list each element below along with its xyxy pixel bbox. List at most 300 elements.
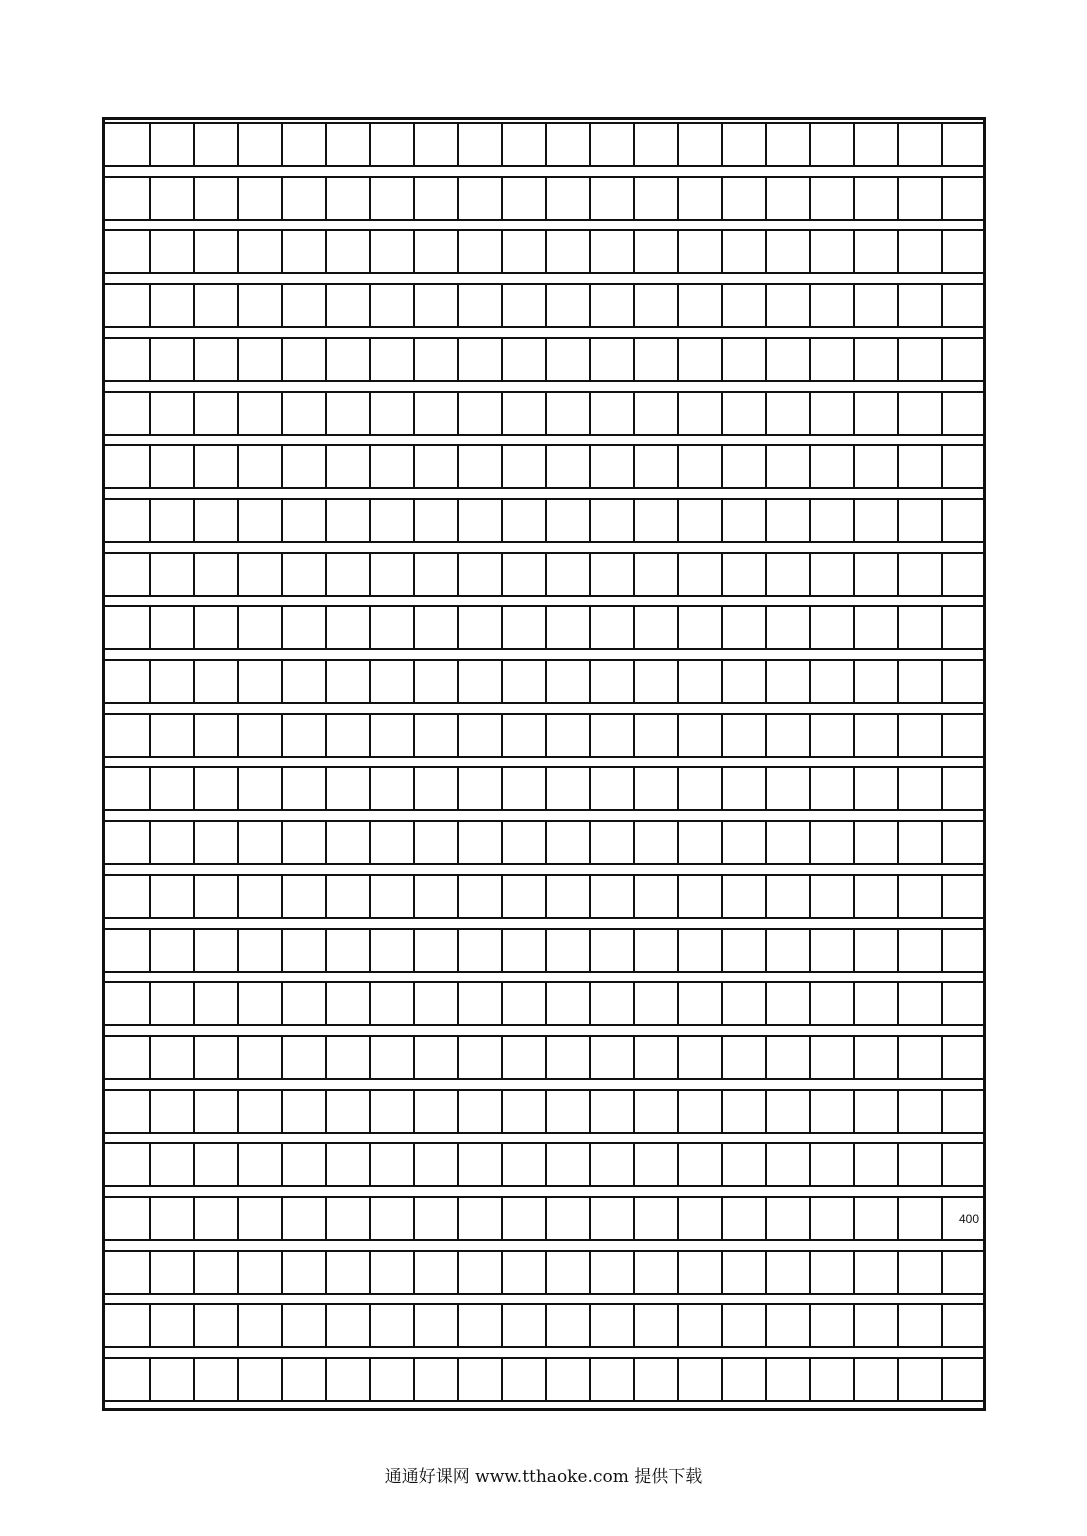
grid-cell	[413, 1037, 457, 1078]
grid-cell	[765, 661, 809, 702]
grid-cell	[281, 393, 325, 434]
grid-cell	[501, 607, 545, 648]
grid-cell	[501, 554, 545, 595]
grid-cell	[369, 446, 413, 487]
grid-cell	[237, 715, 281, 756]
grid-cell	[765, 178, 809, 219]
grid-cell	[941, 822, 983, 863]
grid-cell	[721, 822, 765, 863]
grid-cell	[281, 1198, 325, 1239]
grid-cell	[105, 715, 149, 756]
grid-cell	[809, 500, 853, 541]
grid-cell	[369, 393, 413, 434]
grid-cell	[501, 1144, 545, 1185]
grid-cell	[941, 983, 983, 1024]
grid-cell	[809, 1144, 853, 1185]
grid-cell	[809, 1037, 853, 1078]
grid-cell	[281, 285, 325, 326]
grid-cell	[809, 1198, 853, 1239]
grid-cell	[633, 1198, 677, 1239]
grid-cell	[105, 661, 149, 702]
grid-cell	[237, 983, 281, 1024]
grid-cell	[941, 500, 983, 541]
grid-cell	[281, 715, 325, 756]
grid-cell	[193, 1359, 237, 1400]
grid-cell	[413, 1091, 457, 1132]
grid-row	[105, 391, 983, 436]
grid-cell	[457, 1252, 501, 1293]
grid-cell	[457, 1359, 501, 1400]
grid-cell	[853, 1144, 897, 1185]
grid-cell	[721, 393, 765, 434]
grid-cell	[149, 124, 193, 165]
grid-cell	[809, 1305, 853, 1346]
grid-cell	[413, 393, 457, 434]
grid-cell	[765, 339, 809, 380]
grid-cell	[457, 661, 501, 702]
grid-cell	[809, 124, 853, 165]
grid-cell	[677, 715, 721, 756]
grid-cell	[105, 1091, 149, 1132]
grid-cell	[633, 1144, 677, 1185]
grid-cell	[589, 554, 633, 595]
grid-cell	[589, 500, 633, 541]
grid-cell	[281, 124, 325, 165]
grid-cell	[457, 124, 501, 165]
grid-cell	[369, 1198, 413, 1239]
grid-cell	[501, 446, 545, 487]
grid-cell	[369, 1305, 413, 1346]
grid-row	[105, 444, 983, 489]
grid-cell	[677, 178, 721, 219]
grid-cell	[545, 500, 589, 541]
grid-row	[105, 1035, 983, 1080]
grid-cell	[325, 768, 369, 809]
grid-cell	[897, 768, 941, 809]
grid-cell	[413, 1305, 457, 1346]
grid-cell	[897, 1037, 941, 1078]
grid-cell	[281, 1359, 325, 1400]
grid-cell	[545, 876, 589, 917]
grid-cell	[589, 393, 633, 434]
grid-row	[105, 981, 983, 1026]
grid-cell	[853, 930, 897, 971]
grid-cell	[633, 1359, 677, 1400]
grid-cell	[105, 500, 149, 541]
grid-cell	[853, 446, 897, 487]
grid-cell	[325, 661, 369, 702]
grid-cell	[237, 1091, 281, 1132]
grid-cell	[105, 231, 149, 272]
grid-cell	[765, 500, 809, 541]
grid-cell	[589, 1359, 633, 1400]
grid-cell	[721, 1037, 765, 1078]
grid-cell	[721, 1252, 765, 1293]
grid-cell	[589, 876, 633, 917]
grid-cell	[369, 822, 413, 863]
grid-cell	[105, 124, 149, 165]
grid-cell	[545, 231, 589, 272]
grid-cell	[237, 393, 281, 434]
grid-cell	[589, 285, 633, 326]
grid-cell	[589, 1305, 633, 1346]
grid-cell	[193, 1037, 237, 1078]
grid-cell	[589, 1198, 633, 1239]
grid-cell	[809, 607, 853, 648]
grid-cell	[765, 607, 809, 648]
grid-cell	[633, 231, 677, 272]
grid-cell	[325, 124, 369, 165]
grid-cell	[677, 339, 721, 380]
grid-cell	[457, 178, 501, 219]
grid-cell	[633, 983, 677, 1024]
grid-row	[105, 122, 983, 167]
grid-cell	[545, 607, 589, 648]
grid-row	[105, 766, 983, 811]
grid-cell	[897, 124, 941, 165]
grid-cell	[149, 500, 193, 541]
grid-cell	[413, 715, 457, 756]
grid-cell	[193, 930, 237, 971]
grid-cell	[941, 715, 983, 756]
grid-cell	[721, 1359, 765, 1400]
grid-cell	[193, 554, 237, 595]
grid-cell	[149, 1037, 193, 1078]
grid-cell	[897, 1305, 941, 1346]
grid-cell	[501, 1091, 545, 1132]
grid-cell	[193, 446, 237, 487]
grid-cell	[677, 1037, 721, 1078]
grid-cell	[677, 231, 721, 272]
grid-cell	[369, 285, 413, 326]
grid-cell	[589, 983, 633, 1024]
grid-cell	[589, 446, 633, 487]
grid-cell	[545, 930, 589, 971]
grid-cell	[501, 1198, 545, 1239]
grid-cell	[281, 231, 325, 272]
grid-cell	[501, 1037, 545, 1078]
grid-cell	[853, 822, 897, 863]
grid-cell	[457, 554, 501, 595]
grid-cell	[281, 661, 325, 702]
grid-cell	[501, 768, 545, 809]
grid-cell	[237, 768, 281, 809]
grid-cell	[677, 1144, 721, 1185]
grid-cell	[457, 231, 501, 272]
grid-cell	[413, 446, 457, 487]
grid-cell	[897, 285, 941, 326]
grid-cell	[633, 339, 677, 380]
grid-cell	[281, 1252, 325, 1293]
grid-cell	[413, 607, 457, 648]
grid-cell	[721, 930, 765, 971]
grid-cell	[545, 1252, 589, 1293]
grid-cell	[765, 1144, 809, 1185]
grid-cell	[633, 1305, 677, 1346]
grid-cell	[105, 178, 149, 219]
grid-row	[105, 337, 983, 382]
grid-cell	[721, 446, 765, 487]
grid-cell	[325, 285, 369, 326]
grid-cell	[105, 285, 149, 326]
grid-row	[105, 176, 983, 221]
grid-cell	[149, 554, 193, 595]
grid-row	[105, 1089, 983, 1134]
grid-cell	[149, 1091, 193, 1132]
grid-cell	[897, 1359, 941, 1400]
grid-cell	[149, 178, 193, 219]
grid-cell	[941, 124, 983, 165]
grid-cell	[325, 1252, 369, 1293]
grid-cell	[633, 661, 677, 702]
grid-cell	[765, 1359, 809, 1400]
grid-cell	[853, 607, 897, 648]
grid-cell	[941, 1091, 983, 1132]
grid-cell	[149, 393, 193, 434]
grid-cell	[589, 1144, 633, 1185]
grid-cell	[237, 231, 281, 272]
grid-cell	[193, 1144, 237, 1185]
grid-cell	[809, 876, 853, 917]
grid-cell	[457, 500, 501, 541]
grid-cell	[149, 339, 193, 380]
grid-cell	[193, 715, 237, 756]
grid-row	[105, 498, 983, 543]
grid-cell	[677, 554, 721, 595]
grid-cell	[809, 822, 853, 863]
grid-cell	[633, 876, 677, 917]
grid-cell	[149, 1305, 193, 1346]
grid-cell	[677, 285, 721, 326]
grid-cell	[149, 661, 193, 702]
grid-cell	[369, 124, 413, 165]
grid-cell	[941, 339, 983, 380]
grid-cell	[633, 715, 677, 756]
grid-cell	[325, 393, 369, 434]
grid-cell	[589, 768, 633, 809]
grid-cell	[457, 446, 501, 487]
grid-cell	[413, 1252, 457, 1293]
grid-cell	[721, 1144, 765, 1185]
grid-cell	[765, 930, 809, 971]
grid-cell	[193, 768, 237, 809]
grid-cell	[149, 607, 193, 648]
grid-cell	[545, 983, 589, 1024]
grid-cell	[721, 607, 765, 648]
grid-cell	[237, 1305, 281, 1346]
grid-cell	[589, 178, 633, 219]
grid-row	[105, 713, 983, 758]
grid-row	[105, 1303, 983, 1348]
grid-cell	[853, 178, 897, 219]
grid-cell	[545, 822, 589, 863]
grid-cell	[589, 1037, 633, 1078]
grid-cell	[193, 1305, 237, 1346]
grid-cell	[941, 930, 983, 971]
grid-cell	[853, 554, 897, 595]
grid-cell	[721, 1305, 765, 1346]
grid-cell	[545, 1144, 589, 1185]
grid-cell	[325, 500, 369, 541]
grid-cell	[457, 1144, 501, 1185]
grid-row	[105, 1196, 983, 1241]
grid-cell	[545, 446, 589, 487]
grid-cell	[853, 231, 897, 272]
grid-cell	[677, 607, 721, 648]
grid-cell	[721, 715, 765, 756]
grid-cell	[457, 983, 501, 1024]
grid-cell	[589, 822, 633, 863]
grid-cell	[765, 1252, 809, 1293]
grid-cell	[941, 1305, 983, 1346]
grid-cell	[853, 1198, 897, 1239]
grid-cell	[633, 768, 677, 809]
grid-cell	[237, 1144, 281, 1185]
grid-cell	[765, 393, 809, 434]
grid-cell	[281, 822, 325, 863]
grid-cell	[897, 178, 941, 219]
grid-cell	[677, 876, 721, 917]
grid-cell	[677, 1091, 721, 1132]
grid-cell	[941, 1144, 983, 1185]
grid-cell	[809, 554, 853, 595]
grid-cell	[853, 768, 897, 809]
grid-cell	[105, 876, 149, 917]
grid-row	[105, 605, 983, 650]
grid-cell	[853, 1091, 897, 1132]
grid-cell	[149, 1359, 193, 1400]
grid-cell	[545, 554, 589, 595]
grid-cell	[677, 1305, 721, 1346]
grid-cell	[149, 715, 193, 756]
grid-cell	[193, 339, 237, 380]
grid-cell	[413, 768, 457, 809]
grid-cell	[149, 1144, 193, 1185]
grid-cell	[677, 822, 721, 863]
grid-cell	[413, 339, 457, 380]
grid-cell	[413, 231, 457, 272]
grid-cell	[501, 715, 545, 756]
grid-cell	[545, 715, 589, 756]
grid-cell	[545, 768, 589, 809]
grid-cell	[457, 607, 501, 648]
grid-cell	[193, 822, 237, 863]
grid-cell	[501, 1359, 545, 1400]
grid-cell	[457, 1091, 501, 1132]
grid-cell	[765, 715, 809, 756]
grid-cell	[325, 1091, 369, 1132]
grid-cell	[897, 1144, 941, 1185]
grid-cell	[589, 1091, 633, 1132]
grid-cell	[457, 930, 501, 971]
grid-cell	[193, 876, 237, 917]
footer-source-text: 通通好课网 www.tthaoke.com 提供下载	[384, 1467, 703, 1487]
grid-cell	[325, 178, 369, 219]
grid-cell	[237, 178, 281, 219]
grid-cell	[325, 930, 369, 971]
grid-cell	[853, 876, 897, 917]
grid-cell	[501, 393, 545, 434]
grid-cell	[281, 1037, 325, 1078]
grid-cell	[281, 446, 325, 487]
grid-cell	[413, 285, 457, 326]
grid-cell	[809, 768, 853, 809]
grid-cell	[413, 1359, 457, 1400]
grid-cell	[193, 1252, 237, 1293]
grid-cell	[193, 231, 237, 272]
grid-cell	[941, 231, 983, 272]
grid-cell	[149, 1198, 193, 1239]
grid-cell	[237, 1037, 281, 1078]
grid-cell	[589, 715, 633, 756]
grid-cell	[149, 231, 193, 272]
grid-cell	[237, 1252, 281, 1293]
grid-cell	[105, 1037, 149, 1078]
grid-cell	[897, 554, 941, 595]
grid-cell	[369, 715, 413, 756]
grid-cell	[501, 178, 545, 219]
grid-cell	[193, 983, 237, 1024]
grid-cell	[897, 607, 941, 648]
grid-cell	[369, 500, 413, 541]
grid-cell	[105, 822, 149, 863]
grid-cell	[105, 930, 149, 971]
grid-cell	[897, 1091, 941, 1132]
grid-cell	[721, 500, 765, 541]
grid-cell	[897, 822, 941, 863]
grid-cell	[501, 285, 545, 326]
grid-cell	[149, 876, 193, 917]
grid-cell	[501, 983, 545, 1024]
grid-cell	[149, 446, 193, 487]
grid-row	[105, 1250, 983, 1295]
grid-cell	[633, 1091, 677, 1132]
grid-cell	[325, 715, 369, 756]
grid-cell	[105, 1359, 149, 1400]
grid-cell	[369, 1252, 413, 1293]
word-count-marker: 400	[958, 1211, 979, 1226]
grid-cell	[193, 661, 237, 702]
grid-cell	[633, 930, 677, 971]
grid-cell	[721, 768, 765, 809]
grid-cell	[941, 661, 983, 702]
grid-cell	[457, 768, 501, 809]
grid-cell	[721, 231, 765, 272]
grid-cell	[853, 1252, 897, 1293]
grid-cell	[413, 124, 457, 165]
grid-cell	[809, 393, 853, 434]
grid-cell	[281, 930, 325, 971]
grid-cell	[237, 1359, 281, 1400]
grid-cell	[941, 607, 983, 648]
grid-cell	[105, 554, 149, 595]
grid-cell	[765, 1091, 809, 1132]
grid-cell	[765, 822, 809, 863]
grid-cell	[149, 930, 193, 971]
grid-cell	[633, 285, 677, 326]
grid-row	[105, 229, 983, 274]
grid-cell	[281, 1144, 325, 1185]
grid-cell	[193, 124, 237, 165]
grid-cell	[941, 876, 983, 917]
grid-cell	[633, 500, 677, 541]
grid-cell	[677, 393, 721, 434]
grid-cell	[853, 661, 897, 702]
grid-cell	[325, 1359, 369, 1400]
grid-cell	[853, 339, 897, 380]
grid-cell	[369, 607, 413, 648]
grid-cell	[457, 822, 501, 863]
